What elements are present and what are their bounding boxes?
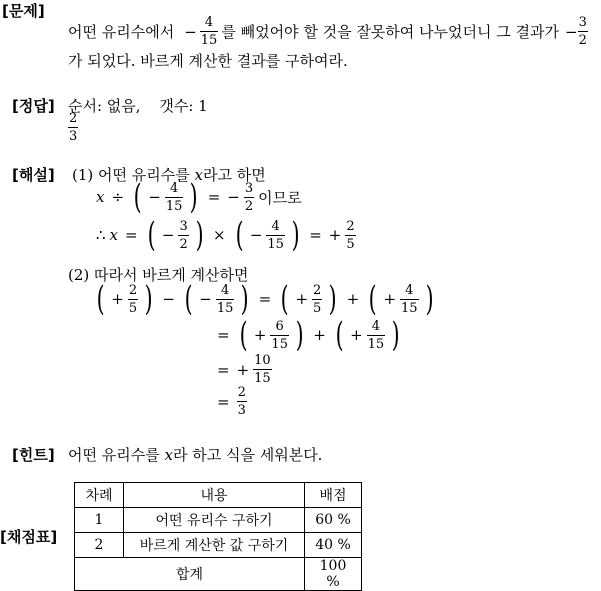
equals-sign: = bbox=[207, 188, 221, 206]
fraction-denominator: 15 bbox=[401, 300, 418, 316]
hint-variable: x bbox=[164, 446, 173, 464]
fraction-denominator: 15 bbox=[200, 33, 218, 48]
step1-variable: x bbox=[194, 166, 203, 184]
fraction-numerator: 4 bbox=[400, 284, 419, 300]
table-header-cell: 배점 bbox=[305, 483, 362, 508]
right-paren: ) bbox=[144, 279, 153, 319]
problem-text-middle: 를 빼었어야 할 것을 잘못하여 나누었더니 그 결과가 bbox=[221, 23, 559, 41]
step1-text: (1) 어떤 유리수를 bbox=[72, 166, 190, 184]
fraction-numerator: 2 bbox=[346, 218, 355, 234]
sign: + bbox=[236, 360, 250, 379]
solution-step2-title: (2) 따라서 바르게 계산하면 bbox=[68, 266, 249, 284]
fraction bbox=[165, 182, 184, 213]
fraction-numerator: 3 bbox=[244, 180, 254, 196]
sign: − bbox=[249, 226, 263, 244]
right-paren: ) bbox=[291, 215, 300, 255]
answer-value bbox=[68, 112, 78, 143]
scoring-table bbox=[74, 482, 362, 591]
hint-text-before: 어떤 유리수를 bbox=[68, 446, 160, 464]
answer-tag: [정답] bbox=[12, 97, 55, 115]
plus-sign: + bbox=[313, 326, 326, 344]
fraction bbox=[216, 284, 235, 315]
answer-order-label: 순서: 없음, bbox=[68, 97, 141, 115]
fraction-numerator: 2 bbox=[237, 385, 246, 400]
left-paren: ( bbox=[235, 215, 244, 255]
table-cell: 40 % bbox=[305, 533, 362, 558]
fraction-numerator: 4 bbox=[216, 284, 235, 300]
sign: − bbox=[227, 188, 240, 206]
table-cell: 2 bbox=[75, 533, 124, 558]
answer-fraction bbox=[68, 112, 78, 143]
therefore-symbol: ∴ bbox=[96, 226, 106, 244]
divide-sign: ÷ bbox=[111, 188, 125, 206]
fraction-numerator: 4 bbox=[266, 220, 285, 236]
step1-rest: 라고 하면 bbox=[202, 166, 266, 184]
fraction-numerator: 3 bbox=[578, 15, 587, 30]
table-cell: 어떤 유리수 구하기 bbox=[124, 508, 305, 533]
answer-meta bbox=[68, 95, 208, 116]
equals-sign: = bbox=[309, 226, 322, 244]
plus-sign: + bbox=[346, 290, 360, 308]
suffix-text: 이므로 bbox=[258, 188, 302, 207]
fraction-numerator: 2 bbox=[69, 111, 78, 126]
sign: + bbox=[295, 290, 309, 308]
sign: + bbox=[328, 226, 342, 244]
fraction-numerator: 4 bbox=[200, 16, 219, 32]
fraction-denominator: 15 bbox=[254, 371, 271, 386]
fraction-numerator: 4 bbox=[165, 182, 184, 198]
sign: + bbox=[383, 290, 397, 308]
left-paren: ( bbox=[133, 177, 142, 217]
sign: + bbox=[253, 326, 267, 344]
table-total-value: 100 % bbox=[305, 558, 362, 591]
calc-row-4 bbox=[214, 386, 247, 417]
fraction-denominator: 5 bbox=[128, 300, 138, 316]
fraction-denominator: 3 bbox=[69, 129, 78, 144]
right-paren: ) bbox=[425, 279, 434, 319]
problem-result-fraction bbox=[578, 16, 588, 47]
right-paren: ) bbox=[190, 177, 199, 217]
sign: − bbox=[148, 188, 161, 206]
fraction bbox=[244, 182, 254, 213]
fraction-denominator: 2 bbox=[179, 236, 188, 252]
problem-tag: [문제] bbox=[2, 2, 45, 20]
fraction-denominator: 5 bbox=[313, 300, 322, 316]
sign: + bbox=[111, 290, 124, 308]
fraction bbox=[312, 284, 322, 315]
equals-sign: = bbox=[258, 290, 272, 308]
table-header-cell: 차례 bbox=[75, 483, 124, 508]
fraction bbox=[266, 220, 285, 251]
equals-sign: = bbox=[217, 326, 230, 344]
fraction-denominator: 15 bbox=[271, 336, 288, 352]
problem-fraction bbox=[200, 16, 219, 47]
fraction-denominator: 15 bbox=[165, 198, 183, 214]
sign: + bbox=[350, 326, 363, 344]
right-paren: ) bbox=[241, 279, 249, 319]
fraction-numerator: 3 bbox=[179, 218, 188, 234]
equals-sign: = bbox=[217, 360, 230, 379]
fraction bbox=[367, 320, 386, 351]
fraction bbox=[270, 320, 289, 351]
sign: − bbox=[161, 226, 175, 244]
hint-text bbox=[68, 444, 322, 465]
problem-line-1 bbox=[68, 16, 588, 47]
fraction-denominator: 3 bbox=[237, 403, 246, 418]
scoring-tag: [채점표] bbox=[0, 528, 58, 546]
fraction-numerator: 2 bbox=[313, 282, 322, 298]
table-total-label: 합계 bbox=[75, 558, 305, 591]
fraction-numerator: 2 bbox=[128, 282, 138, 298]
solution-line-2 bbox=[96, 215, 356, 255]
table-row bbox=[75, 533, 362, 558]
solution-tag: [해설] bbox=[12, 166, 55, 184]
fraction-numerator: 6 bbox=[270, 320, 289, 336]
table-row bbox=[75, 508, 362, 533]
equals-sign: = bbox=[125, 226, 138, 244]
table-cell: 1 bbox=[75, 508, 124, 533]
problem-frac-sign: − bbox=[184, 22, 197, 41]
answer-count-label: 갯수: 1 bbox=[159, 97, 208, 115]
left-paren: ( bbox=[147, 215, 156, 255]
table-header-row bbox=[75, 483, 362, 508]
fraction bbox=[178, 220, 188, 251]
problem-result-sign: − bbox=[565, 22, 578, 41]
fraction bbox=[345, 220, 355, 251]
left-paren: ( bbox=[184, 279, 193, 319]
fraction-denominator: 2 bbox=[244, 198, 254, 214]
fraction bbox=[128, 284, 138, 315]
fraction-denominator: 15 bbox=[267, 236, 284, 252]
fraction-numerator: 4 bbox=[367, 320, 386, 336]
fraction-numerator: 10 bbox=[254, 353, 271, 368]
minus-sign: − bbox=[162, 290, 175, 308]
right-paren: ) bbox=[195, 215, 204, 255]
right-paren: ) bbox=[328, 279, 337, 319]
calc-row-3 bbox=[214, 354, 272, 385]
times-sign: × bbox=[212, 226, 226, 244]
fraction-denominator: 5 bbox=[346, 236, 355, 252]
hint-tag: [힌트] bbox=[12, 446, 55, 464]
fraction-denominator: 15 bbox=[367, 336, 385, 352]
left-paren: ( bbox=[335, 315, 344, 355]
table-cell: 바르게 계산한 값 구하기 bbox=[124, 533, 305, 558]
fraction bbox=[237, 386, 247, 417]
left-paren: ( bbox=[368, 279, 377, 319]
sign: − bbox=[199, 290, 212, 308]
left-paren: ( bbox=[96, 279, 105, 319]
problem-line-2: 가 되었다. 바르게 계산한 결과를 구하여라. bbox=[68, 52, 348, 70]
solution-line-1 bbox=[96, 177, 302, 217]
var-x: x bbox=[96, 188, 105, 206]
fraction bbox=[253, 354, 272, 385]
problem-text-before: 어떤 유리수에서 bbox=[68, 23, 175, 41]
right-paren: ) bbox=[391, 315, 400, 355]
hint-text-after: 라 하고 식을 세워본다. bbox=[172, 446, 323, 464]
right-paren: ) bbox=[295, 315, 304, 355]
calc-row-1 bbox=[94, 279, 436, 319]
calc-row-2 bbox=[214, 315, 402, 355]
fraction bbox=[400, 284, 419, 315]
fraction-denominator: 15 bbox=[216, 300, 234, 316]
table-cell: 60 % bbox=[305, 508, 362, 533]
left-paren: ( bbox=[280, 279, 289, 319]
var-x: x bbox=[109, 226, 119, 244]
equals-sign: = bbox=[217, 392, 230, 411]
table-header-cell: 내용 bbox=[124, 483, 305, 508]
left-paren: ( bbox=[239, 315, 248, 355]
table-total-row bbox=[75, 558, 362, 591]
fraction-denominator: 2 bbox=[578, 33, 587, 48]
